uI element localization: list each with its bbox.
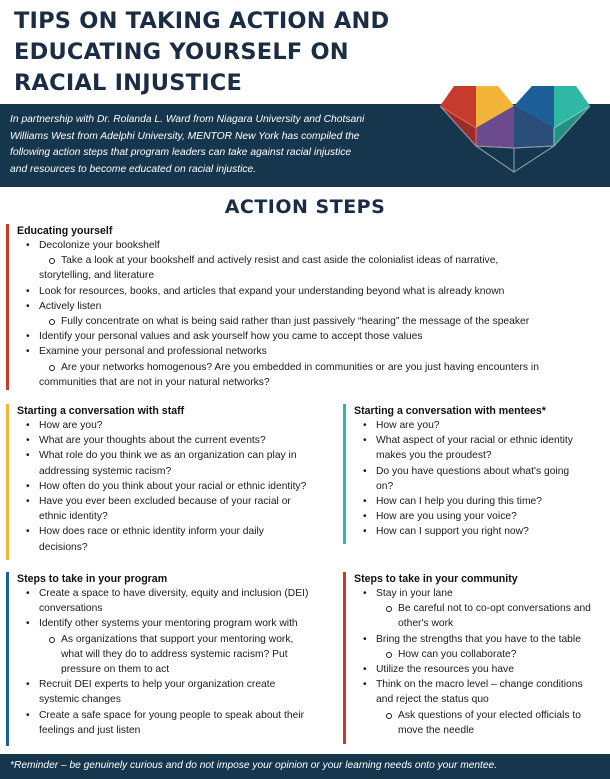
list-item: and reject the status quo	[376, 694, 489, 706]
section-heading: Starting a conversation with staff	[17, 405, 185, 417]
list-item: Ask questions of your elected officials to	[354, 708, 608, 723]
title-line: RACIAL INJUSTICE	[14, 70, 243, 96]
list-item: • Think on the macro level – change conditions	[354, 677, 608, 692]
staff-list	[17, 418, 338, 555]
list-item: • How are you?	[17, 418, 338, 433]
section-heading: Starting a conversation with mentees*	[354, 405, 546, 417]
list-item: • Create a safe space for young people to speak about their	[17, 708, 338, 723]
list-item: storytelling, and literature	[39, 270, 155, 282]
section-heading: Steps to take in your program	[17, 573, 168, 585]
list-item: what will they do to address systemic racism? Put	[61, 648, 288, 660]
staff-conversation-section	[6, 404, 338, 560]
list-item: decisions?	[39, 541, 88, 553]
educating-list	[17, 238, 602, 390]
list-item: • How are you using your voice?	[354, 509, 605, 524]
list-item: How can you collaborate?	[354, 647, 608, 662]
list-item: • Recruit DEI experts to help your organization create	[17, 677, 338, 692]
list-item: • What role do you think we as an organization can play in	[17, 448, 338, 463]
list-item: • How often do you think about your racial or ethnic identity?	[17, 479, 338, 494]
intro-text	[10, 112, 430, 178]
list-item: addressing systemic racism?	[39, 465, 172, 477]
section-heading: Steps to take in your community	[354, 573, 518, 585]
list-item: Fully concentrate on what is being said rather than just passively “hearing” the message of the speaker	[17, 314, 602, 329]
intro-line: and resources to become educated on racial injustice.	[10, 163, 257, 175]
list-item: • What are your thoughts about the current events?	[17, 433, 338, 448]
list-item: • Identify other systems your mentoring program work with	[17, 616, 338, 631]
program-steps-section	[6, 572, 338, 746]
list-item: • Look for resources, books, and articles that expand your understanding beyond what is already known	[17, 284, 602, 299]
list-item: conversations	[39, 603, 103, 615]
list-item: makes you the proudest?	[376, 450, 492, 462]
list-item: systemic changes	[39, 694, 121, 706]
list-item: As organizations that support your mentoring work,	[17, 632, 338, 647]
heart-mosaic-logo-icon	[436, 76, 594, 174]
list-item: other's work	[398, 618, 454, 630]
mentees-list	[354, 418, 605, 540]
list-item: • Bring the strengths that you have to the table	[354, 632, 608, 647]
list-item: Take a look at your bookshelf and actively resist and cast aside the colonialist ideas of narrative,	[17, 253, 602, 268]
list-item: • How does race or ethnic identity inform your daily	[17, 524, 338, 539]
action-steps-heading: ACTION STEPS	[224, 196, 386, 218]
mentees-conversation-section	[343, 404, 605, 544]
list-item: • Identify your personal values and ask yourself how you came to accept those values	[17, 329, 602, 344]
community-list	[354, 586, 608, 738]
program-list	[17, 586, 338, 738]
community-steps-section	[343, 572, 608, 744]
title-line: TIPS ON TAKING ACTION AND	[14, 8, 390, 34]
reminder-text: *Reminder – be genuinely curious and do not impose your opinion or your learning needs onto your mentee.	[10, 760, 498, 771]
educating-yourself-section	[6, 224, 602, 390]
intro-line: In partnership with Dr. Rolanda L. Ward from Niagara University and Chotsani	[10, 114, 365, 125]
list-item: feelings and just listen	[39, 724, 141, 736]
title-line: EDUCATING YOURSELF ON	[14, 39, 349, 65]
list-item: move the needle	[398, 724, 475, 736]
intro-line: following action steps that program leaders can take against racial injustice	[10, 147, 352, 158]
list-item: • Do you have questions about what's going	[354, 464, 605, 479]
list-item: communities that are not in your natural networks?	[39, 376, 270, 388]
list-item: Be careful not to co-opt conversations and	[354, 601, 608, 616]
list-item: • Create a space to have diversity, equity and inclusion (DEI)	[17, 586, 338, 601]
section-heading: Educating yourself	[17, 225, 113, 237]
list-item: • Have you ever been excluded because of your racial or	[17, 494, 338, 509]
list-item: • Decolonize your bookshelf	[17, 238, 602, 253]
list-item: on?	[376, 480, 394, 492]
intro-line: Williams West from Adelphi University, MENTOR New York has compiled the	[10, 130, 360, 142]
list-item: Are your networks homogenous? Are you embedded in communities or are you just having encounters in	[17, 360, 602, 375]
list-item: • Examine your personal and professional networks	[17, 344, 602, 359]
list-item: • Utilize the resources you have	[354, 662, 608, 677]
list-item: • How can I support you right now?	[354, 524, 605, 539]
list-item: ethnic identity?	[39, 511, 108, 523]
list-item: • How are you?	[354, 418, 605, 433]
reminder-footer	[0, 754, 610, 779]
list-item: • Stay in your lane	[354, 586, 608, 601]
list-item: • How can I help you during this time?	[354, 494, 605, 509]
list-item: • Actively listen	[17, 299, 602, 314]
list-item: • What aspect of your racial or ethnic identity	[354, 433, 605, 448]
page-title	[14, 6, 414, 99]
list-item: pressure on them to act	[61, 664, 170, 676]
